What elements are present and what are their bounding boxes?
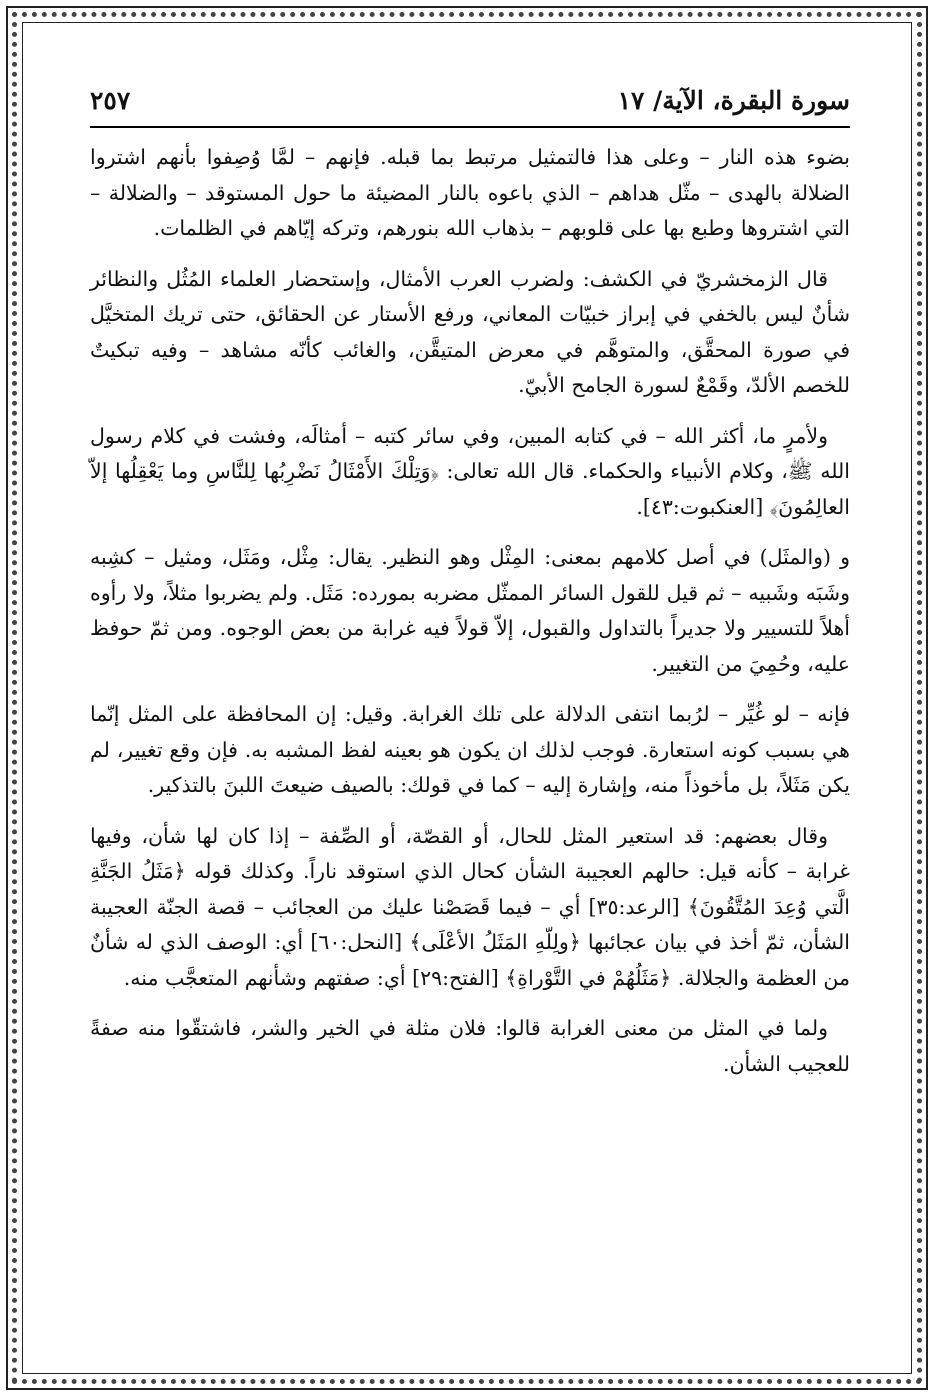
- paragraph-4: و (والمثَل) في أصل كلامهم بمعنى: المِثْل وهو النظير. يقال: مِثْل، ومَثَل، ومثيل – كشِبه وشَبَه وشَبيه – ثم قيل للقول السائر الممثّل مضربه بمورده: مَثَل. ولم يضربوا مثلاً، ولا رأوه أهلاً للتسيير ولا جديراً بالتداول والقبول، إلاّ قولاً فيه غرابة من بعض الوجوه. ومن ثمّ حوفظ عليه، وحُمِيَ من التغيير.: [90, 545, 850, 676]
- paragraph-2: قال الزمخشريّ في الكشف: ولضرب العرب الأمثال، وإستحضار العلماء المُثُل والنظائر شأنٌ ليس بالخفي في إبراز خبيّات المعاني، ورفع الأستار عن الحقائق، حتى تريك المتخيَّل في صورة المحقَّق، والمتوهَّم في معرض المتيقَّن، والغائب كأنّه مشاهد – وفيه تبكيتٌ للخصم الألدّ، وقَمْعٌ لسورة الجامح الأبيّ.: [90, 266, 850, 397]
- paragraph-6: وقال بعضهم: قد استعير المثل للحال، أو القصّة، أو الصِّفة – إذا كان لها شأن، وفيها غرابة – كأنه قيل: حالهم العجيبة الشأن كحال الذي استوقد ناراً. وكذلك قوله ﴿مَثَلُ الجَنَّةِ الَّتي وُعِدَ المُتَّقُونَ﴾ [الرعد:٣٥] أي – فيما قَصَصْنا عليك من العجائب – قصة الجنّة العجيبة الشأن، ثمّ أخذ في بيان عجائبها ﴿ولِلّهِ المَثَلُ الأعْلَى﴾ [النحل:٦٠] أي: الوصف الذي له شأنٌ من العظمة والجلالة. ﴿مَثَلُهُمْ في التَّوْراةِ﴾ [الفتح:٢٩] أي: صفتهم وشأنهم المتعجَّب منه.: [90, 823, 850, 990]
- paragraph-1: بضوء هذه النار – وعلى هذا فالتمثيل مرتبط بما قبله. فإنهم – لمَّا وُصِفوا بأنهم اشتروا الضلالة بالهدى – مثّل هداهم – الذي باعوه بالنار المضيئة ما حول المستوقد – والضلالة – التي اشتروها وطبع بها على قلوبهم – بذهاب الله بنورهم، وتركه إيّاهم في الظلمات.: [90, 145, 850, 240]
- page-body: [90, 140, 850, 1097]
- paragraph-5: فإنه – لو غُيِّر – لرُبما انتفى الدلالة على تلك الغرابة. وقيل: إن المحافظة على المثل إنّما هي بسبب كونه استعارة. فوجب لذلك ان يكون هو بعينه لفظ المشبه به. فإن وقع تغيير، لم يكن مَثَلاً، بل مأخوذاً منه، وإشارة إليه – كما في قولك: بالصيف ضيعتَ اللبنَ بالتذكير.: [90, 702, 850, 797]
- paragraph-7: ولما في المثل من معنى الغرابة قالوا: فلان مثلة في الخير والشر، فاشتقّوا منه صفةً للعجيب الشأن.: [90, 1016, 850, 1076]
- page-header: [90, 82, 850, 128]
- page-number: ٢٥٧: [90, 86, 131, 115]
- chapter-title: سورة البقرة، الآية/ ١٧: [617, 86, 850, 115]
- paragraph-3: ولأمرٍ ما، أكثر الله – في كتابه المبين، وفي سائر كتبه – أمثالَه، وفشت في كلام رسول الله ﷺ، وكلام الأنبياء والحكماء. قال الله تعالى: ﴿وَتِلْكَ الأَمْثَالُ نَضْرِبُها لِلنَّاسِ وما يَعْقِلُها إلاّ العالِمُونَ﴾ [العنكبوت:٤٣].: [90, 423, 850, 519]
